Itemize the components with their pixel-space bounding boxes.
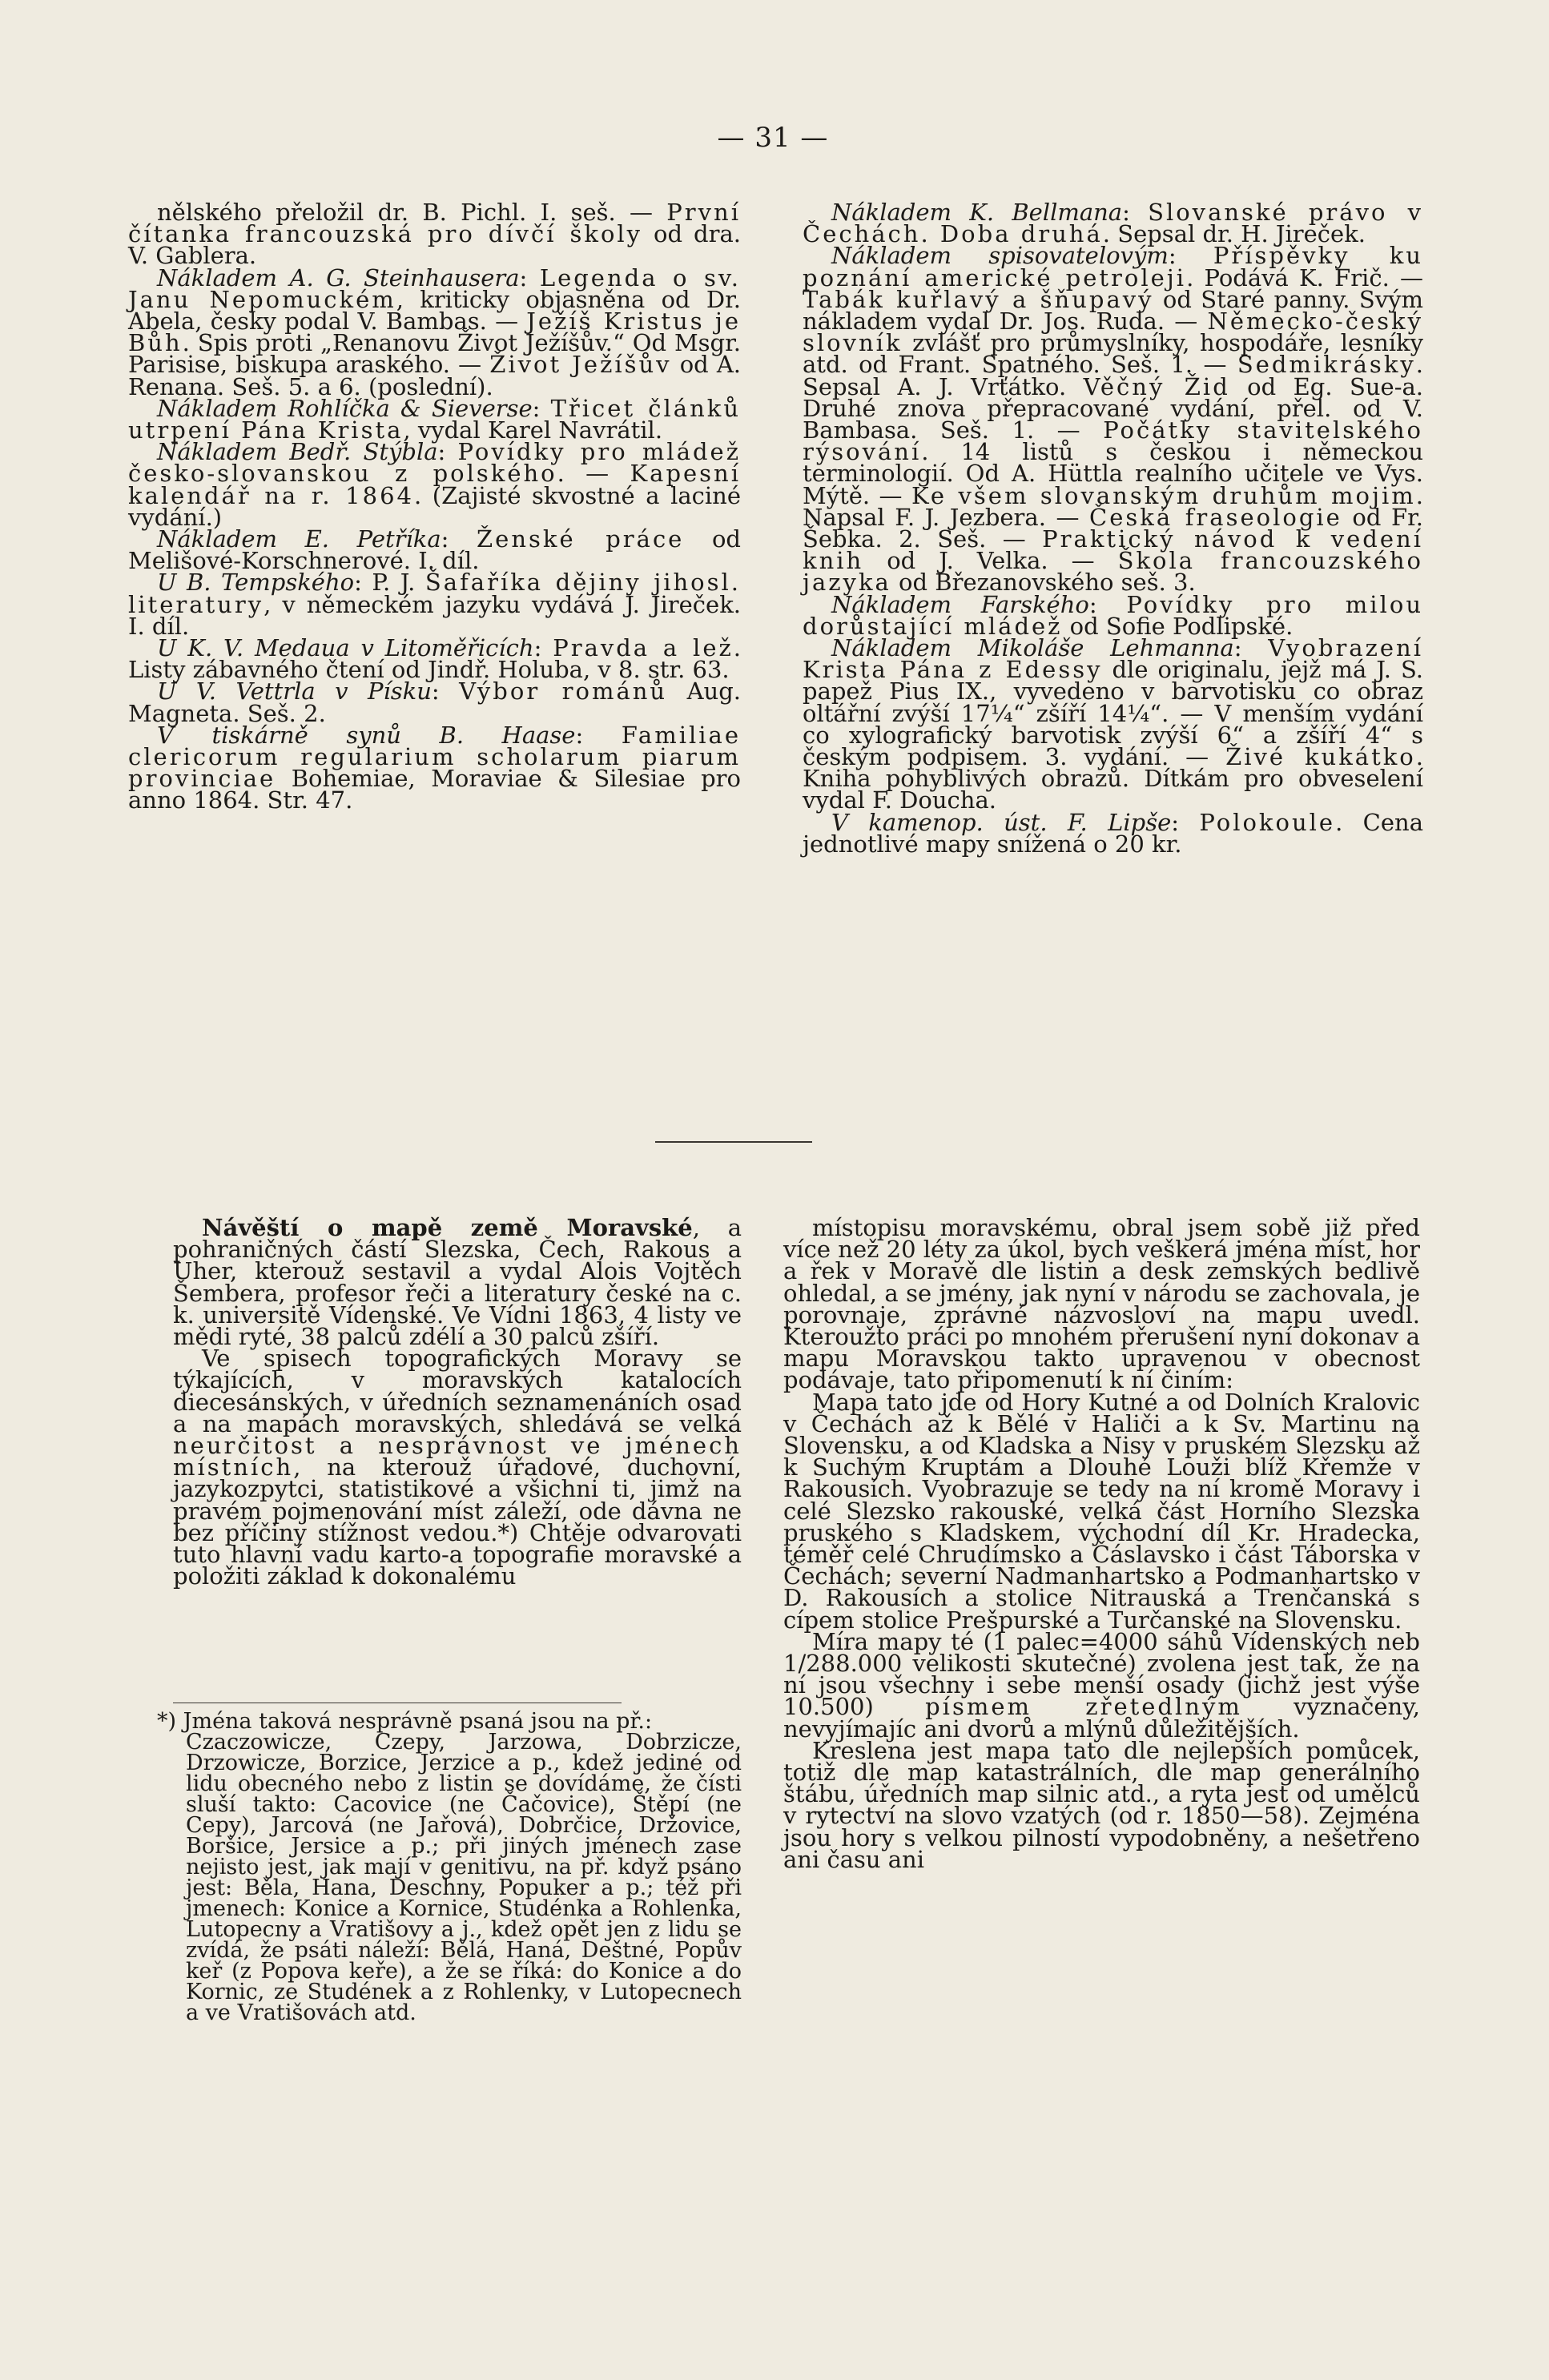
column-bottom-left xyxy=(173,1214,742,1590)
text-run: dle originalu, jejž má J. S. papež Pius IX., vyvedeno v barvotisku co obraz oltářní zvýší 17¼“ zšíří 14¼“. — V menším vydání co xylografický barvotisk zvýší 6“ a zšíří 4“ s českým podpisem. 3. vydání. — xyxy=(803,656,1423,771)
page-number: — 31 — xyxy=(717,122,829,154)
text-run: : xyxy=(431,677,460,706)
text-run: : xyxy=(533,634,553,662)
text-run: od Staré panny. Svým nákladem vydal Dr. Jos. Ruda. — xyxy=(803,285,1423,336)
text-run: vyznačeny, nevyjímajíc ani dvorů a mlýnů důležitějších. xyxy=(783,1693,1420,1743)
emphasized-title: První čítanka francouzská pro dívčí školy xyxy=(128,199,741,248)
emphasized-title: Ježíš Kristus je Bůh xyxy=(128,308,741,357)
text-run: , na kterouž úřadové, duchovní, jazykozpytci, statistikové a všichni ti, jimž na pravém pojmenování míst záleží, ode dávna ne bez příčiny stížnost vedou.*) Chtěje odvarovati tuto hlavní vadu karto-a topografie moravské a položiti základ k dokonalému xyxy=(173,1453,742,1590)
paragraph xyxy=(783,1627,1420,1743)
text-run: : xyxy=(441,525,477,553)
emphasized-title: Pravda a lež xyxy=(553,634,734,662)
paragraph xyxy=(803,808,1423,858)
publisher-name: Nákladem E. Petříka xyxy=(157,525,441,553)
text-run: od Eg. Sue-a. Druhé znova přepracované vydání, přel. od V. Bambasa. Seš. 1. — xyxy=(803,372,1423,444)
paragraph xyxy=(128,677,741,727)
column-bottom-right xyxy=(783,1214,1420,1873)
text-run: , v německém jazyku vydává J. Jireček. I. díl. xyxy=(128,590,741,640)
text-run: . Kniha pohyblivých obrazů. Dítkám pro obveselení vydal F. Doucha. xyxy=(803,743,1423,814)
paragraph xyxy=(803,242,1424,597)
text-run: . Listy zábavného čtení od Jindř. Holuba, v 8. str. 63. xyxy=(128,634,741,684)
text-run: : xyxy=(575,721,622,749)
emphasized-title: Legenda o sv. Janu Nepomuckém xyxy=(128,263,741,313)
emphasized-title: Kapesní kalendář na r. 1864 xyxy=(128,460,741,509)
text-run: Kreslena jest mapa tato dle nejlepších pomůcek, totiž dle map katastrálních, dle map generálního štábu, úředních map silnic atd., a ryta jest od umělců v rytectví na slovo vzatých (od r. 1850—58). Zejména jsou hory s velkou pilností vypodobněny, a nešetřeno ani času ani xyxy=(783,1736,1420,1873)
text-run: . Napsal F. J. Jezbera. — xyxy=(803,481,1423,531)
emphasized-title: Slovanské právo v Čechách. Doba druhá xyxy=(803,199,1423,248)
text-run: . Spis proti „Renanovu Život Ježíšův.“ Od Msgr. Parisise, biskupa araského. — xyxy=(128,329,741,379)
paragraph xyxy=(803,199,1423,248)
text-run: nělského přeložil dr. B. Pichl. I. seš. — xyxy=(157,199,667,226)
publisher-name: U B. Tempského xyxy=(157,569,355,597)
paragraph xyxy=(128,394,741,444)
emphasized-title: Povídky pro milou dorůstající mládež xyxy=(803,590,1423,640)
text-run: Bohemiae, Moraviae & Silesiae pro anno 1864. Str. 47. xyxy=(128,765,741,814)
text-run: , a pohraničných částí Slezska, Čech, Rakous a Uher, kterouž sestavil a vydal Alois Vojtěch Šembera, profesor řeči a literatury české na c. k. universitě Vídenské. Ve Vídni 1863, 4 listy ve mědi ryté, 38 palců zdélí a 30 palců zšíří. xyxy=(173,1214,742,1351)
emphasized-title: Ženské práce xyxy=(477,525,685,553)
paragraph xyxy=(173,1345,742,1590)
paragraph xyxy=(128,263,742,400)
paragraph xyxy=(783,1214,1420,1394)
paragraph xyxy=(128,438,741,531)
text-run: od Fr. Šebka. 2. Seš. — xyxy=(803,503,1423,553)
emphasized-title: Vyobrazení Krista Pána z Edessy xyxy=(803,634,1423,684)
paragraph xyxy=(128,721,741,814)
text-run: Mapa tato jde od Hory Kutné a od Dolních Kralovic v Čechách až k Bělé v Haliči a k Sv. Martinu na Slovensku, a od Kladska a Nisy v pruském Slezsku až k Suchým Kruptám a Dlouhé Louži blíž Křemže v Rakousích. Vyobrazuje se tedy na ní kromě Moravy i celé Slezsko rakouské, velká část Horního Slezska pruského s Kladskem, východní díl Kr. Hradecka, téměř celé Chrudímsko a Čáslavsko i část Táborska v Čechách; severní Nadmanhartsko a Podmanhartsko v D. Rakousích a stolice Nitrauská a Trenčanská s cípem stolice Prešpurské a Turčanské na Slovensku. xyxy=(783,1388,1420,1634)
publisher-name: V tiskárně synů B. Haase xyxy=(157,721,576,749)
emphasized-title: Německo-český slovník xyxy=(803,308,1423,357)
text-run: : xyxy=(519,263,540,291)
paragraph xyxy=(128,525,741,575)
publisher-name: Nákladem K. Bellmana xyxy=(831,199,1123,226)
text-run: místopisu moravskému, obral jsem sobě již před více než 20 léty za úkol, bych veškerá jména míst, hor a řek v Moravě dle listin a desk zemských bedlivě ohledal, a se jmény, jak nyní v národu se zachovala, je porovnaje, zprávné názvosloví na mapu uvedl. Kteroužto práci po mnohém přerušení nyní dokonav a mapu Moravskou takto upravenou v obecnost podávaje, tato připomenutí k ní činím: xyxy=(783,1214,1420,1394)
emphasized-title: Polokoule xyxy=(1199,808,1336,836)
emphasized-title: Živé kukátko xyxy=(1225,743,1416,771)
paragraph xyxy=(173,1214,742,1351)
publisher-name: Nákladem A. G. Steinhausera xyxy=(157,263,520,291)
column-top-right xyxy=(803,199,1424,858)
text-run: od Sofie Podlipské. xyxy=(1062,612,1294,640)
text-run: od J. Velka. — xyxy=(863,547,1118,575)
text-run: . (Zajisté skvostné a laciné vydání.) xyxy=(128,481,741,531)
section-divider xyxy=(655,1141,812,1143)
emphasized-title: Šafaříka dějiny jihosl. literatury xyxy=(128,569,741,618)
text-run: : xyxy=(1122,199,1149,226)
footnote-lead: Jména taková nesprávně psaná jsou na př.: xyxy=(183,1709,653,1734)
text-run: . 14 listů s českou i německou terminologií. Od A. Hüttla realního učitele ve Vys. Mýtě. — xyxy=(803,438,1423,509)
text-run: od Březanovského seš. 3. xyxy=(891,569,1196,597)
text-run: zvlášť pro průmyslníky, hospodáře, lesníky atd. od Frant. Spatného. Seš. 1. — xyxy=(803,329,1423,379)
text-run: . Podává K. Frič. — xyxy=(1186,263,1423,291)
text-run: : xyxy=(1171,808,1200,836)
emphasized-title: Život Ježíšův xyxy=(489,351,672,379)
text-run: Míra mapy té (1 palec=4000 sáhů Vídenských neb 1/288.000 velikosti skutečné) zvolena jest tak, že na ní jsou všechny i sebe menší osady (jichž jest výše 10.500) xyxy=(783,1627,1420,1721)
emphasized-title: Česká fraseologie xyxy=(1089,503,1342,531)
emphasized-title: Povídky pro mládež česko-slovanskou z polského xyxy=(128,438,741,488)
paragraph xyxy=(783,1388,1420,1634)
text-run: , vydal Karel Navrátil. xyxy=(403,416,663,444)
emphasized-title: Počátky stavitelského rýsování xyxy=(803,416,1423,466)
emphasized-title: Třicet článků utrpení Pána Krista xyxy=(128,394,741,444)
emphasized-title: neurčitost a nesprávnost ve jménech místních xyxy=(173,1432,742,1481)
paragraph xyxy=(128,569,741,640)
footnote-body: Czaczowicze, Czepy, Jarzowa, Dobrzicze, Drzowicze, Borzice, Jerzice a p., kdež jediné od lidu obecného nebo z listin se dovídáme, že čísti sluší takto: Cacovice (ne Čačovice), Štěpí (ne Cepy), Jarcová (ne Jařová), Dobrčice, Držovice, Boršice, Jersice a p.; při jiných jménech zase nejisto jest, jak mají v genitivu, na př. když psáno jest: Běla, Hana, Deschny, Popuker a p.; též při jmenech: Konice a Kornice, Studénka a Rohlenka, Lutopecny a Vratišovy a j., kdež opět jen z lidu se zvídá, že psáti náleží: Bělá, Haná, Deštné, Popův keř (z Popova keře), a že se říká: do Konice a do Kornic, ze Studének a z Rohlenky, v Lutopecnech a ve Vratišovách atd. xyxy=(186,1730,742,2025)
text-run: : xyxy=(532,394,551,422)
paragraph xyxy=(128,634,741,684)
text-run: Ve spisech topografických Moravy se týkajících, v moravských katalocích diecesánských, v úředních seznamenáních osad a na mapách moravských, shledává se velká xyxy=(173,1345,742,1437)
paragraph xyxy=(803,590,1423,640)
publisher-name: Nákladem spisovatelovým xyxy=(831,242,1169,270)
publisher-name: U V. Vettrla v Písku xyxy=(157,677,432,706)
emphasized-title: Výbor románů xyxy=(459,677,668,706)
text-run: : P. J. xyxy=(354,569,425,597)
text-run: , kriticky objasněna od Dr. Abela, česky podal V. Bambas. — xyxy=(128,285,742,336)
text-run: od A. Renana. Seš. 5. a 6. (poslední). xyxy=(128,351,741,400)
publisher-name: Nákladem Rohlíčka & Sieverse xyxy=(157,394,533,422)
emphasized-title: Věčný Žid xyxy=(1083,372,1230,400)
text-run: : xyxy=(1233,634,1269,662)
publisher-name: Nákladem Farského xyxy=(831,590,1089,618)
text-run: . — xyxy=(557,460,630,488)
emphasized-title: Příspěvky ku poznání americké petroleji xyxy=(803,242,1423,291)
footnote-marker: *) xyxy=(157,1709,177,1734)
publisher-name: U K. V. Medaua v Litoměřicích xyxy=(157,634,534,662)
article-heading: Návěští o mapě země Moravské xyxy=(202,1214,693,1241)
publisher-name: Nákladem Bedř. Stýbla xyxy=(157,438,438,466)
text-run: : xyxy=(437,438,458,466)
emphasized-title: Praktický návod k vedení knih xyxy=(803,525,1423,575)
paragraph xyxy=(128,199,741,270)
emphasized-title: Sedmikrásky xyxy=(1237,351,1416,379)
paragraph xyxy=(803,634,1423,814)
emphasized-title: Tabák kuřlavý a šňupavý xyxy=(803,285,1154,313)
text-run: od dra. V. Gablera. xyxy=(128,220,741,270)
emphasized-title: písmem zřetedlným xyxy=(925,1693,1242,1721)
text-run: . Sepsal A. J. Vrťátko. xyxy=(803,351,1423,400)
emphasized-title: Ke všem slovanským druhům mojim xyxy=(911,481,1416,509)
footnote xyxy=(157,1711,742,2024)
text-run: : xyxy=(1168,242,1213,270)
text-run: . Cena jednotlivé mapy snížená o 20 kr. xyxy=(803,808,1423,858)
emphasized-title: Škola francouzského jazyka xyxy=(803,547,1424,597)
text-run: : xyxy=(1088,590,1127,618)
text-run: . Sepsal dr. H. Jireček. xyxy=(1102,220,1366,248)
emphasized-title: Familiae clericorum regularium scholarum piarum provinciae xyxy=(128,721,741,793)
publisher-name: V kamenop. úst. F. Lipše xyxy=(831,808,1172,836)
column-top-left xyxy=(128,199,742,814)
paragraph xyxy=(783,1736,1420,1873)
publisher-name: Nákladem Mikoláše Lehmanna xyxy=(831,634,1234,662)
text-run: od Melišové-Korschnerové. I. díl. xyxy=(128,525,741,575)
text-run: Aug. Magneta. Seš. 2. xyxy=(128,677,741,727)
